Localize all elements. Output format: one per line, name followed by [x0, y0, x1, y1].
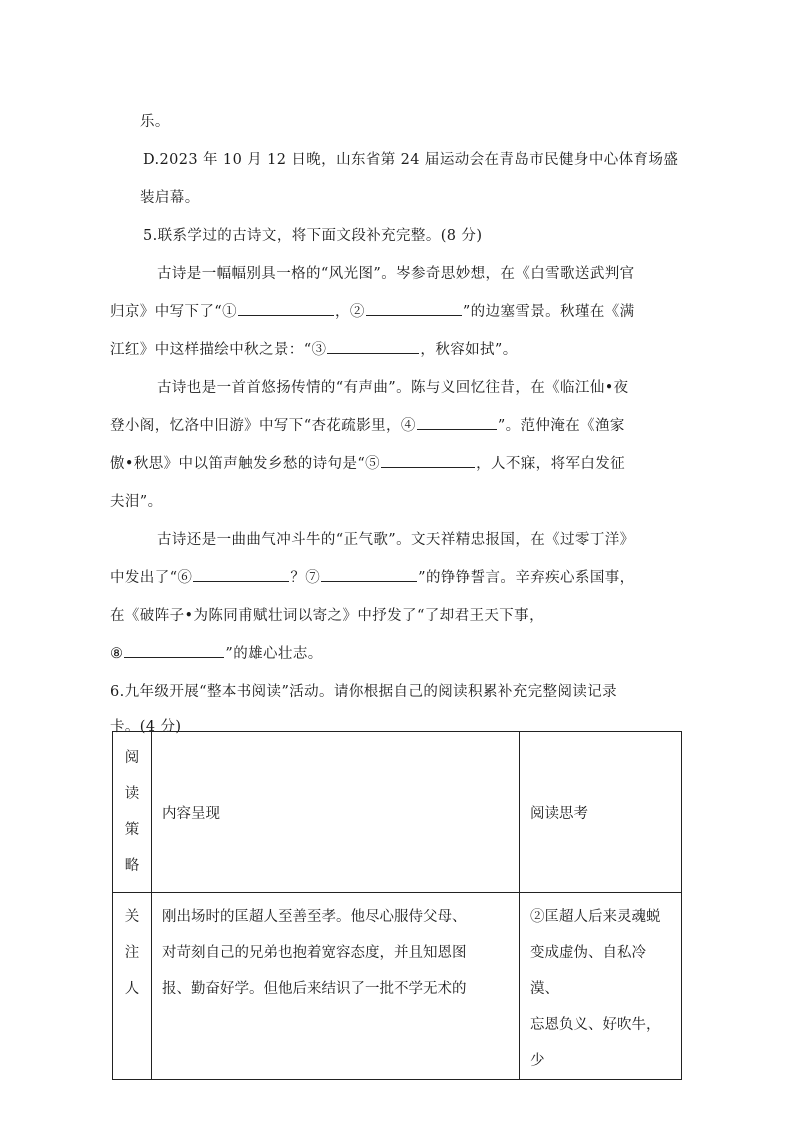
text-segment: ，人不寐，将军白发征	[476, 456, 626, 472]
question-6-title: 6.九年级开展“整本书阅读”活动。请你根据自己的阅读积累补充完整阅读记录	[110, 684, 618, 700]
header-char: 略	[124, 858, 140, 874]
text-line	[110, 566, 635, 587]
text-segment: 江红》中这样描绘中秋之景：“③	[110, 342, 327, 358]
answer-blank-4[interactable]	[417, 415, 497, 430]
text-segment: 归京》中写下了“①	[110, 304, 238, 320]
row-char: 人	[124, 981, 140, 997]
answer-blank-6[interactable]	[193, 567, 289, 582]
answer-blank-2[interactable]	[366, 301, 462, 316]
text-segment: ”的边塞雪景。秋瑾在《满	[462, 304, 635, 320]
row-thinking	[520, 893, 682, 1080]
row-char: 注	[124, 945, 140, 961]
text-line: 装启幕。	[140, 190, 200, 206]
text-line	[110, 642, 323, 663]
answer-blank-5[interactable]	[381, 453, 475, 468]
text-line	[110, 300, 635, 321]
reading-record-card	[112, 731, 682, 1080]
text-segment: ？⑦	[290, 570, 321, 586]
header-content: 内容呈现	[152, 732, 520, 893]
text-line	[110, 452, 625, 473]
text-segment: ，②	[335, 304, 365, 320]
text-segment: ，秋容如拭”。	[420, 342, 518, 358]
text-segment: ”的铮铮誓言。辛弃疾心系国事，	[418, 570, 635, 586]
row-content	[152, 893, 520, 1080]
row-strategy	[113, 893, 152, 1080]
text-line: 夫泪”。	[110, 494, 163, 510]
row-content-line: 对苛刻自己的兄弟也抱着宽容态度，并且知恩图	[162, 945, 467, 961]
header-char: 读	[124, 786, 140, 802]
text-line: 乐。	[140, 114, 170, 130]
header-char: 策	[124, 822, 140, 838]
answer-blank-7[interactable]	[321, 567, 417, 582]
text-line: 卡。(4 分)	[110, 719, 182, 735]
text-segment: ”的雄心壮志。	[225, 646, 323, 662]
row-thinking-line: 变成虚伪、自私冷漠、	[530, 945, 646, 997]
text-line	[110, 414, 625, 435]
row-content-line: 刚出场时的匡超人至善至孝。他尽心服侍父母、	[162, 909, 467, 925]
text-line	[110, 338, 518, 359]
answer-blank-8[interactable]	[124, 643, 224, 658]
text-line: 在《破阵子•为陈同甫赋壮词以寄之》中抒发了“了却君王天下事，	[110, 608, 544, 624]
text-segment: ⑧	[110, 646, 124, 662]
answer-blank-3[interactable]	[327, 339, 419, 354]
header-thinking: 阅读思考	[520, 732, 682, 893]
table-row	[113, 893, 682, 1080]
header-char: 阅	[124, 750, 140, 766]
row-content-line: 报、勤奋好学。但他后来结识了一批不学无术的	[162, 981, 467, 997]
row-thinking-line: ②匡超人后来灵魂蜕	[530, 909, 661, 925]
row-char: 关	[124, 909, 140, 925]
row-thinking-line: 忘恩负义、好吹牛，少	[530, 1017, 661, 1069]
header-strategy	[113, 732, 152, 893]
text-line: 古诗还是一曲曲气冲斗牛的“正气歌”。文天祥精忠报国，在《过零丁洋》	[157, 532, 635, 548]
text-line: 古诗也是一首首悠扬传情的“有声曲”。陈与义回忆往昔，在《临江仙•夜	[157, 380, 629, 396]
question-5-title: 5.联系学过的古诗文，将下面文段补充完整。(8 分)	[143, 228, 483, 244]
answer-blank-1[interactable]	[238, 301, 334, 316]
table-header-row	[113, 732, 682, 893]
text-segment: 登小阁，忆洛中旧游》中写下“杏花疏影里，④	[110, 418, 416, 434]
text-segment: 中发出了“⑥	[110, 570, 193, 586]
text-line: D.2023 年 10 月 12 日晚，山东省第 24 届运动会在青岛市民健身中心体育场盛	[143, 152, 679, 168]
text-segment: ”。范仲淹在《渔家	[497, 418, 625, 434]
text-segment: 傲•秋思》中以笛声触发乡愁的诗句是“⑤	[110, 456, 381, 472]
text-line: 古诗是一幅幅别具一格的“风光图”。岑参奇思妙想，在《白雪歌送武判官	[157, 266, 635, 282]
